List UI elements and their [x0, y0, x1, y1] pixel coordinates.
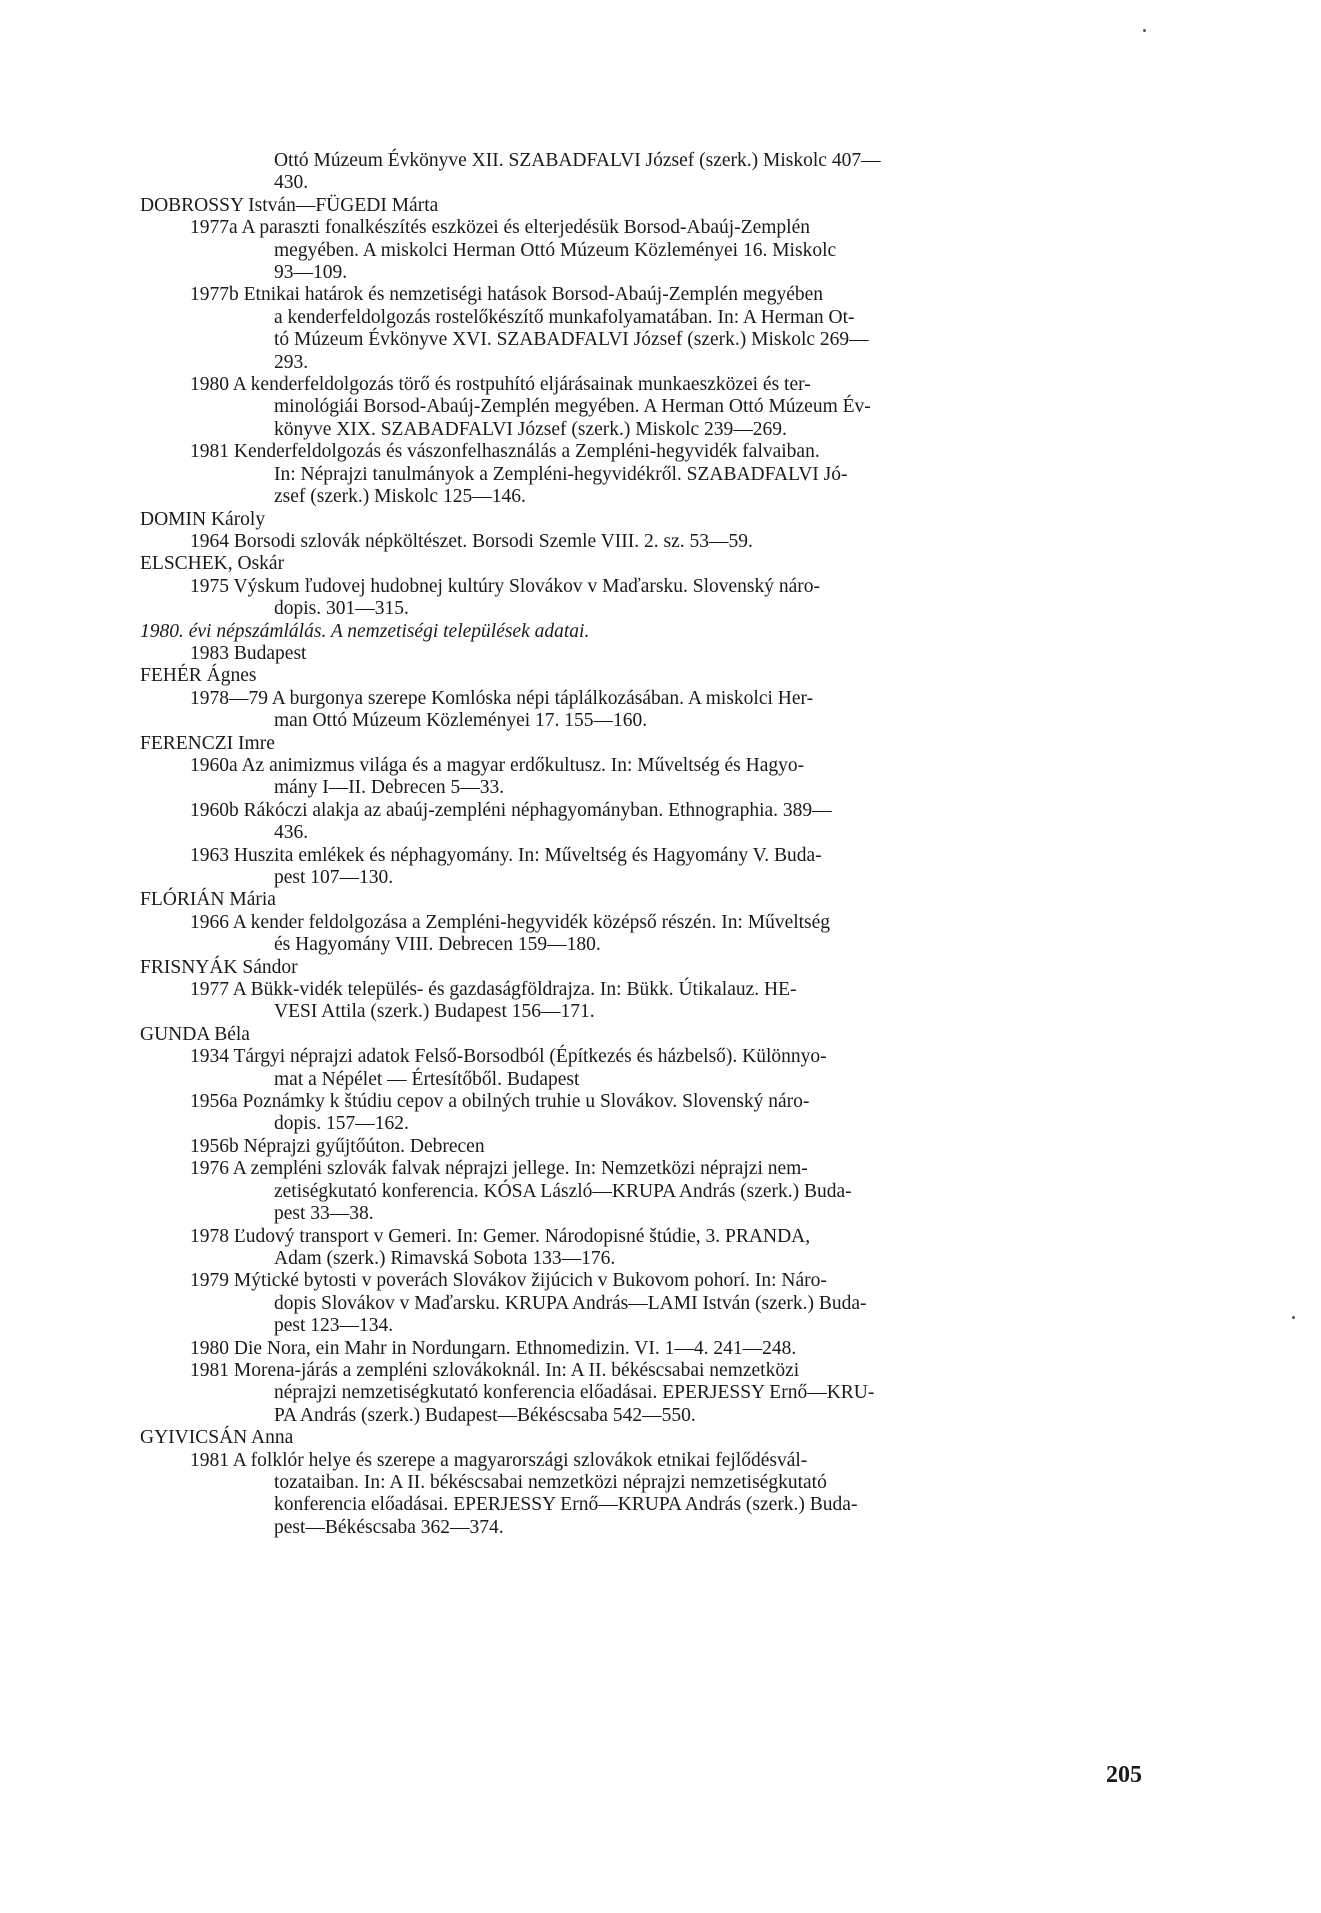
bib-entry: 1978 Ľudový transport v Gemeri. In: Gemer. Národopisné štúdie, 3. PRANDA, Adam (szerk.) Rimavská Sobota 133—176. — [190, 1225, 811, 1269]
author-heading: FLÓRIÁN Mária — [140, 889, 276, 911]
author-heading: ELSCHEK, Oskár — [140, 553, 285, 575]
scan-speck — [1292, 1316, 1295, 1319]
bib-entry: 1960a Az animizmus világa és a magyar erdőkultusz. In: Műveltség és Hagyo- mány I—II. Debrecen 5—33. — [190, 754, 805, 799]
author-heading: FERENCZI Imre — [140, 732, 275, 754]
bib-entry: 1975 Výskum ľudovej hudobnej kultúry Slovákov v Maďarsku. Slovenský náro- dopis. 301—315. — [190, 575, 821, 620]
bib-entry: 1981 A folklór helye és szerepe a magyarországi szlovákok etnikai fejlődésvál- tozataiban. In: A II. békéscsabai nemzetközi néprajzi nemzetiségkutató konferencia előadásai. EPERJESSY Ernő—KRUPA András (szerk.) Buda- pest—Békéscsaba 362—374. — [190, 1449, 858, 1538]
author-heading: GUNDA Béla — [140, 1023, 250, 1045]
page-number: 205 — [1106, 1762, 1142, 1788]
bib-entry: 1934 Tárgyi néprajzi adatok Felső-Borsodból (Építkezés és házbelső). Különnyo- mat a Népélet — Értesítőből. Budapest — [190, 1046, 827, 1090]
source-title: 1980. évi népszámlálás. A nemzetiségi települések adatai. — [140, 620, 590, 642]
bib-entry: 1983 Budapest — [190, 642, 307, 664]
scan-speck — [1143, 29, 1146, 32]
author-heading: DOMIN Károly — [140, 508, 266, 530]
bib-entry: 1977b Etnikai határok és nemzetiségi hatások Borsod-Abaúj-Zemplén megyében a kenderfeldolgozás rostelőkészítő munkafolyamatában. In: A Herman Ot- tó Múzeum Évkönyve XVI. SZABADFALVI József (szerk.) Miskolc 269— 293. — [190, 284, 869, 373]
author-heading: FRISNYÁK Sándor — [140, 956, 298, 978]
bib-entry: 1964 Borsodi szlovák népköltészet. Borsodi Szemle VIII. 2. sz. 53—59. — [190, 530, 753, 552]
bib-entry: 1966 A kender feldolgozása a Zempléni-hegyvidék középső részén. In: Műveltség és Hagyomány VIII. Debrecen 159—180. — [190, 911, 831, 956]
bib-entry: 1956a Poznámky k štúdiu cepov a obilných truhie u Slovákov. Slovenský náro- dopis. 157—162. — [190, 1091, 810, 1135]
bibliography — [140, 150, 1145, 1539]
author-heading: FEHÉR Ágnes — [140, 665, 257, 687]
entry-continuation: Ottó Múzeum Évkönyve XII. SZABADFALVI József (szerk.) Miskolc 407— 430. — [274, 150, 881, 194]
bib-entry: 1977a A paraszti fonalkészítés eszközei és elterjedésük Borsod-Abaúj-Zemplén megyében. A miskolci Herman Ottó Múzeum Közleményei 16. Miskolc 93—109. — [190, 217, 837, 284]
bib-entry: 1978—79 A burgonya szerepe Komlóska népi táplálkozásában. A miskolci Her- man Ottó Múzeum Közleményei 17. 155—160. — [190, 687, 814, 732]
bib-entry: 1981 Kenderfeldolgozás és vászonfelhasználás a Zempléni-hegyvidék falvaiban. In: Néprajzi tanulmányok a Zempléni-hegyvidékről. SZABADFALVI Jó- zsef (szerk.) Miskolc 125—146. — [190, 441, 848, 508]
bib-entry: 1981 Morena-járás a zempléni szlovákoknál. In: A II. békéscsabai nemzetközi néprajzi nemzetiségkutató konferencia előadásai. EPERJESSY Ernő—KRU- PA András (szerk.) Budapest—Békéscsaba 542—550. — [190, 1359, 875, 1426]
bib-entry: 1980 Die Nora, ein Mahr in Nordungarn. Ethnomedizin. VI. 1—4. 241—248. — [190, 1337, 797, 1359]
bib-entry: 1980 A kenderfeldolgozás törő és rostpuhító eljárásainak munkaeszközei és ter- minológiái Borsod-Abaúj-Zemplén megyében. A Herman Ottó Múzeum Év- könyve XIX. SZABADFALVI József (szerk.) Miskolc 239—269. — [190, 374, 871, 440]
bib-entry: 1956b Néprajzi gyűjtőúton. Debrecen — [190, 1135, 485, 1157]
bib-entry: 1977 A Bükk-vidék település- és gazdaságföldrajza. In: Bükk. Útikalauz. HE- VESI Attila (szerk.) Budapest 156—171. — [190, 979, 797, 1023]
bib-entry: 1963 Huszita emlékek és néphagyomány. In: Műveltség és Hagyomány V. Buda- pest 107—130. — [190, 844, 822, 888]
bib-entry: 1979 Mýtické bytosti v poverách Slovákov žijúcich v Bukovom pohorí. In: Náro- dopis Slovákov v Maďarsku. KRUPA András—LAMI István (szerk.) Buda- pest 123—134. — [190, 1270, 867, 1337]
bib-entry: 1976 A zempléni szlovák falvak néprajzi jellege. In: Nemzetközi néprajzi nem- zetiségkutató konferencia. KÓSA László—KRUPA András (szerk.) Buda- pest 33—38. — [190, 1158, 852, 1225]
author-heading: GYIVICSÁN Anna — [140, 1427, 294, 1449]
bib-entry: 1960b Rákóczi alakja az abaúj-zempléni néphagyományban. Ethnographia. 389— 436. — [190, 799, 832, 844]
author-heading: DOBROSSY István—FÜGEDI Márta — [140, 194, 439, 216]
